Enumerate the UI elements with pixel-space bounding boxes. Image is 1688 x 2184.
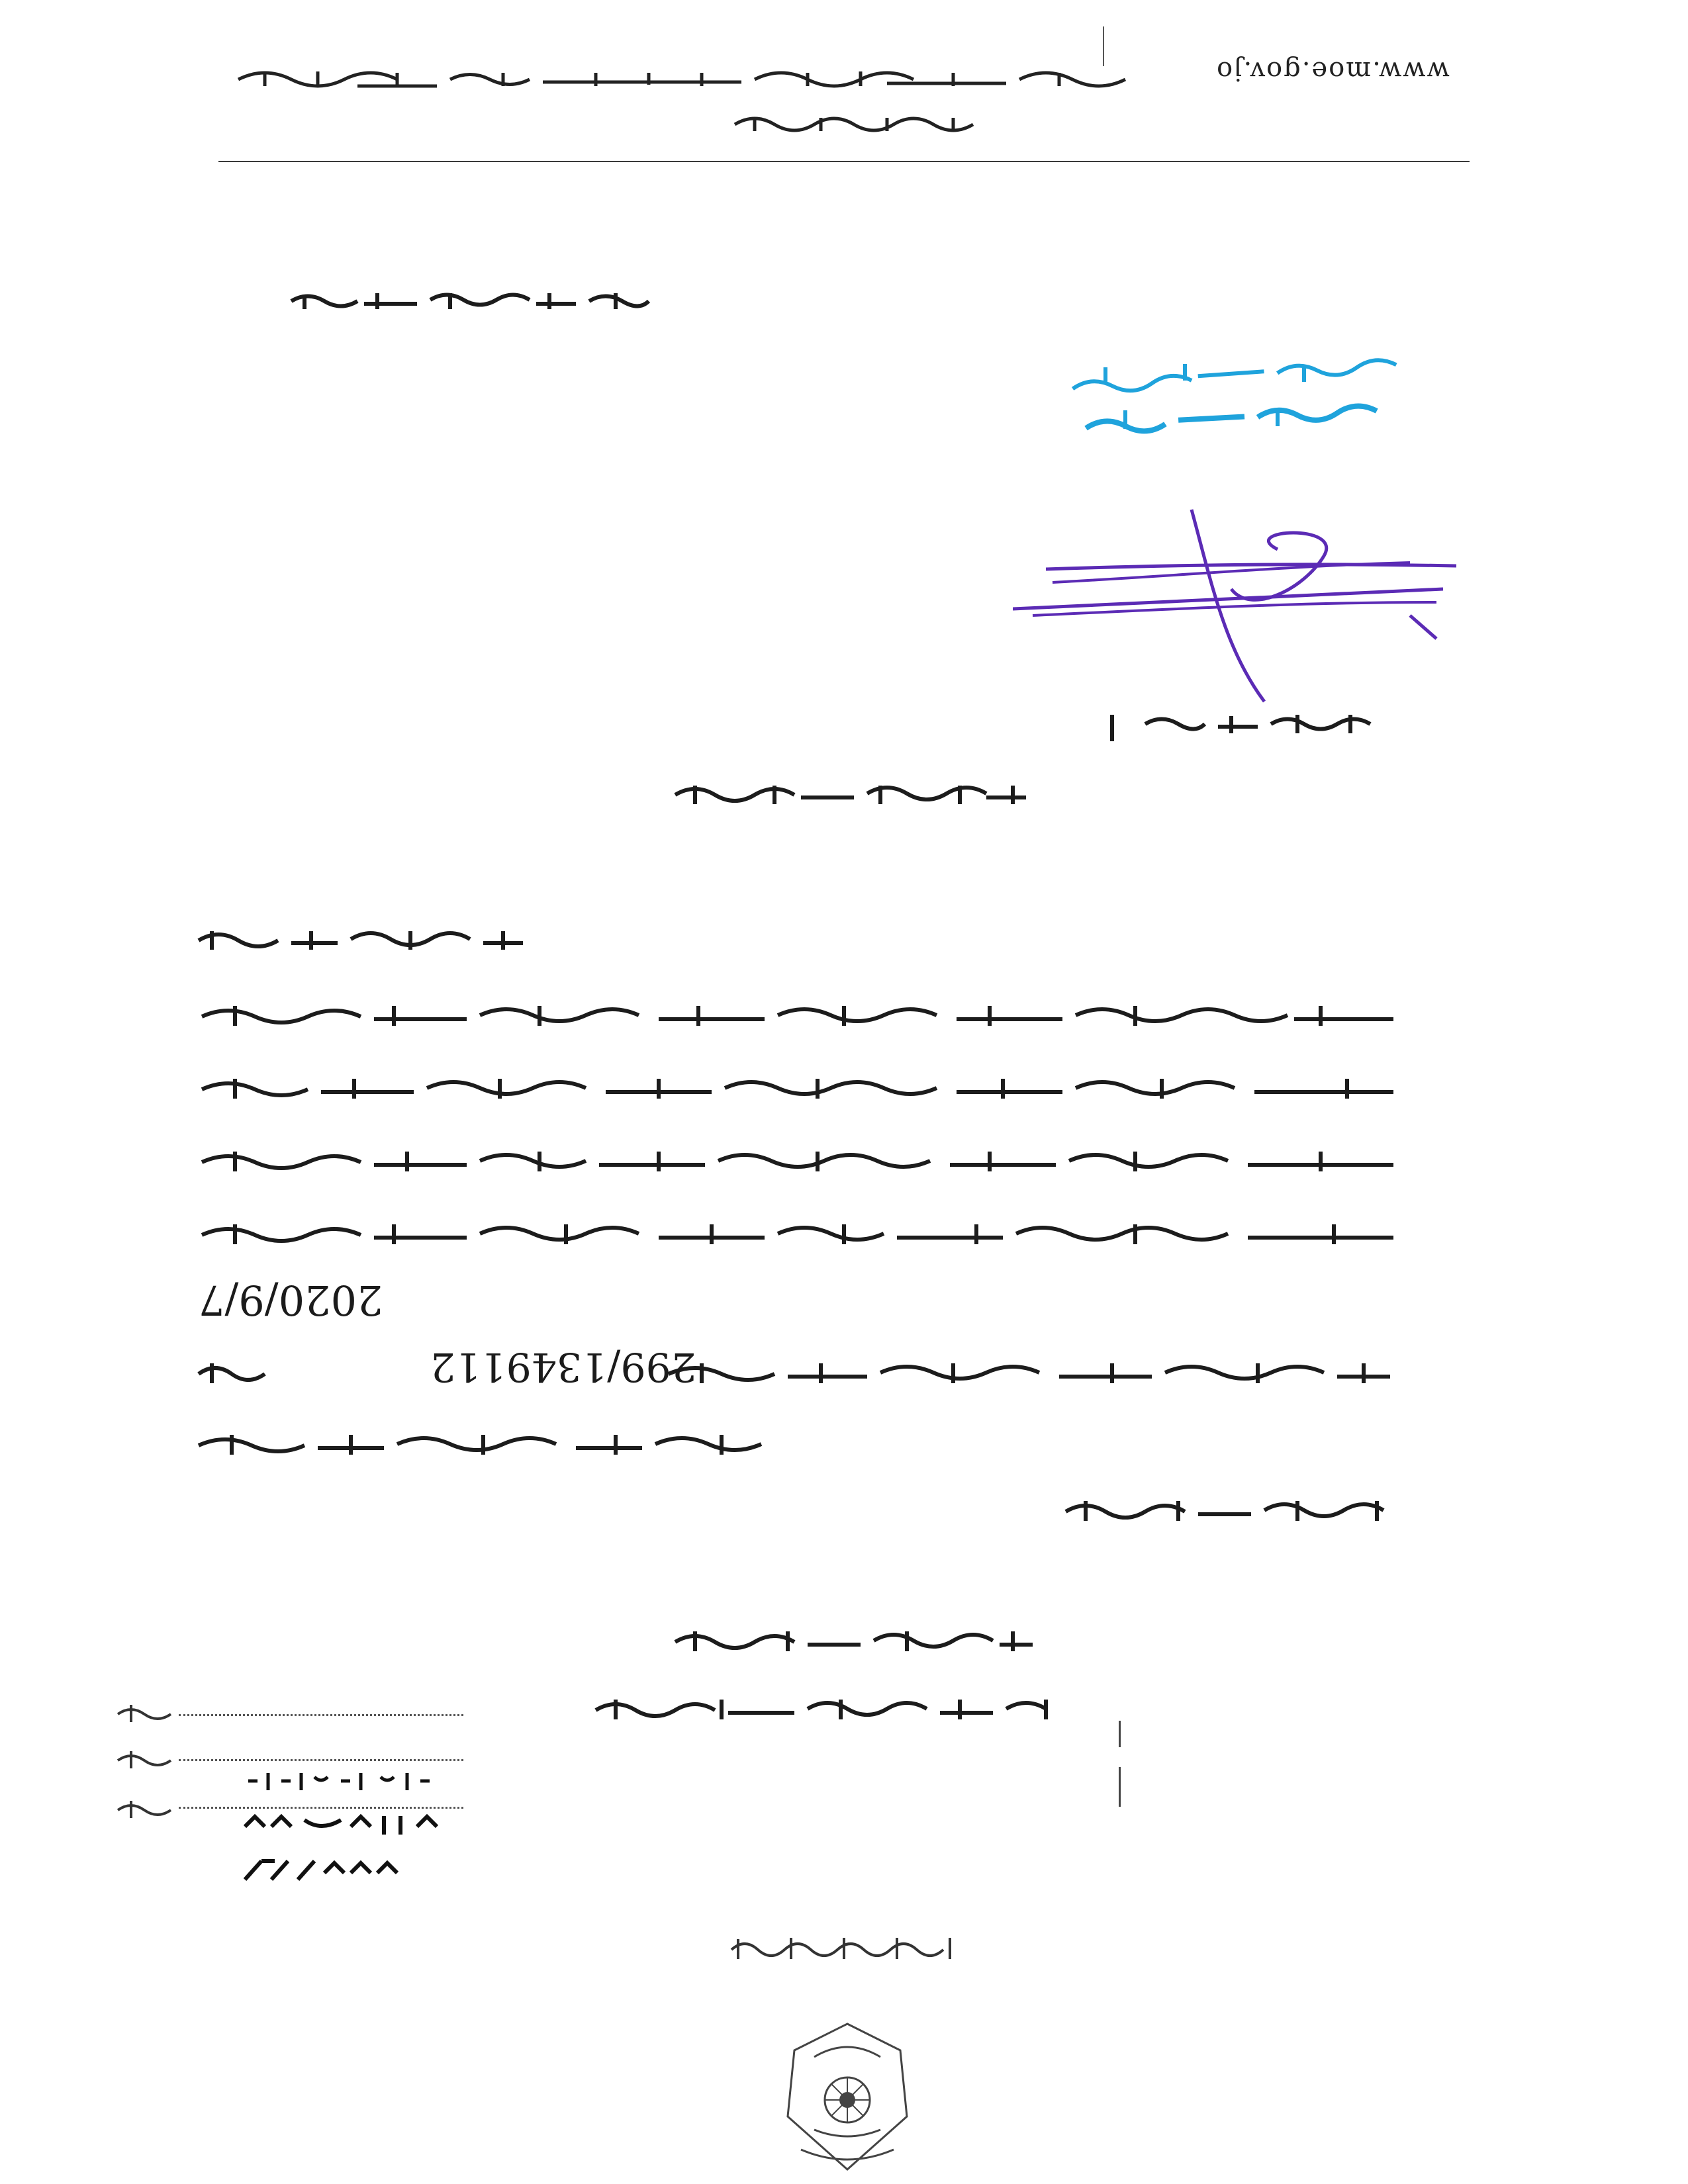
letterhead-footer: [225, 46, 1470, 146]
letter-date: 2020/9/7: [199, 1276, 383, 1324]
handwritten-entry-2: [238, 1807, 463, 1840]
body-line-3: [195, 1138, 1407, 1185]
body-line-5-end: [192, 1350, 271, 1396]
form-rule-1: [179, 1714, 463, 1716]
body-line-6: [192, 1422, 788, 1468]
body-line-5: [662, 1350, 1403, 1396]
form-label-1: [111, 1694, 177, 1734]
website-url: www.moe.gov.jo: [1215, 56, 1450, 86]
footer-contact-line: [225, 53, 1152, 106]
greeting: [192, 917, 536, 963]
sender-title-1: [669, 1618, 1039, 1664]
fold-mark: [1103, 26, 1104, 66]
margin-mark-2: [1119, 1767, 1121, 1807]
reference-number: 299/1349112: [430, 1343, 696, 1390]
sender-title-2: [589, 1686, 1072, 1733]
handwritten-entry-3: [238, 1853, 410, 1886]
received-stamp: [1066, 344, 1410, 443]
addressee: [669, 771, 1039, 817]
margin-mark-1: [1119, 1721, 1121, 1747]
form-label-3: [111, 1790, 177, 1830]
ministry-crest: [774, 2017, 920, 2176]
signatory-name: [1099, 700, 1390, 747]
form-rule-2: [179, 1759, 463, 1761]
body-line-2: [195, 1066, 1407, 1112]
form-label-2: [111, 1741, 177, 1780]
signature: [1013, 503, 1476, 715]
subject-line: [285, 281, 655, 321]
closing-line: [1059, 1488, 1403, 1534]
handwritten-entry-1: [242, 1764, 440, 1797]
body-line-4: [195, 1211, 1407, 1257]
ministry-motto: [725, 1926, 976, 1972]
footer-divider: [218, 161, 1470, 162]
body-line-1: [195, 993, 1407, 1039]
footer-address-line: [728, 105, 1006, 144]
